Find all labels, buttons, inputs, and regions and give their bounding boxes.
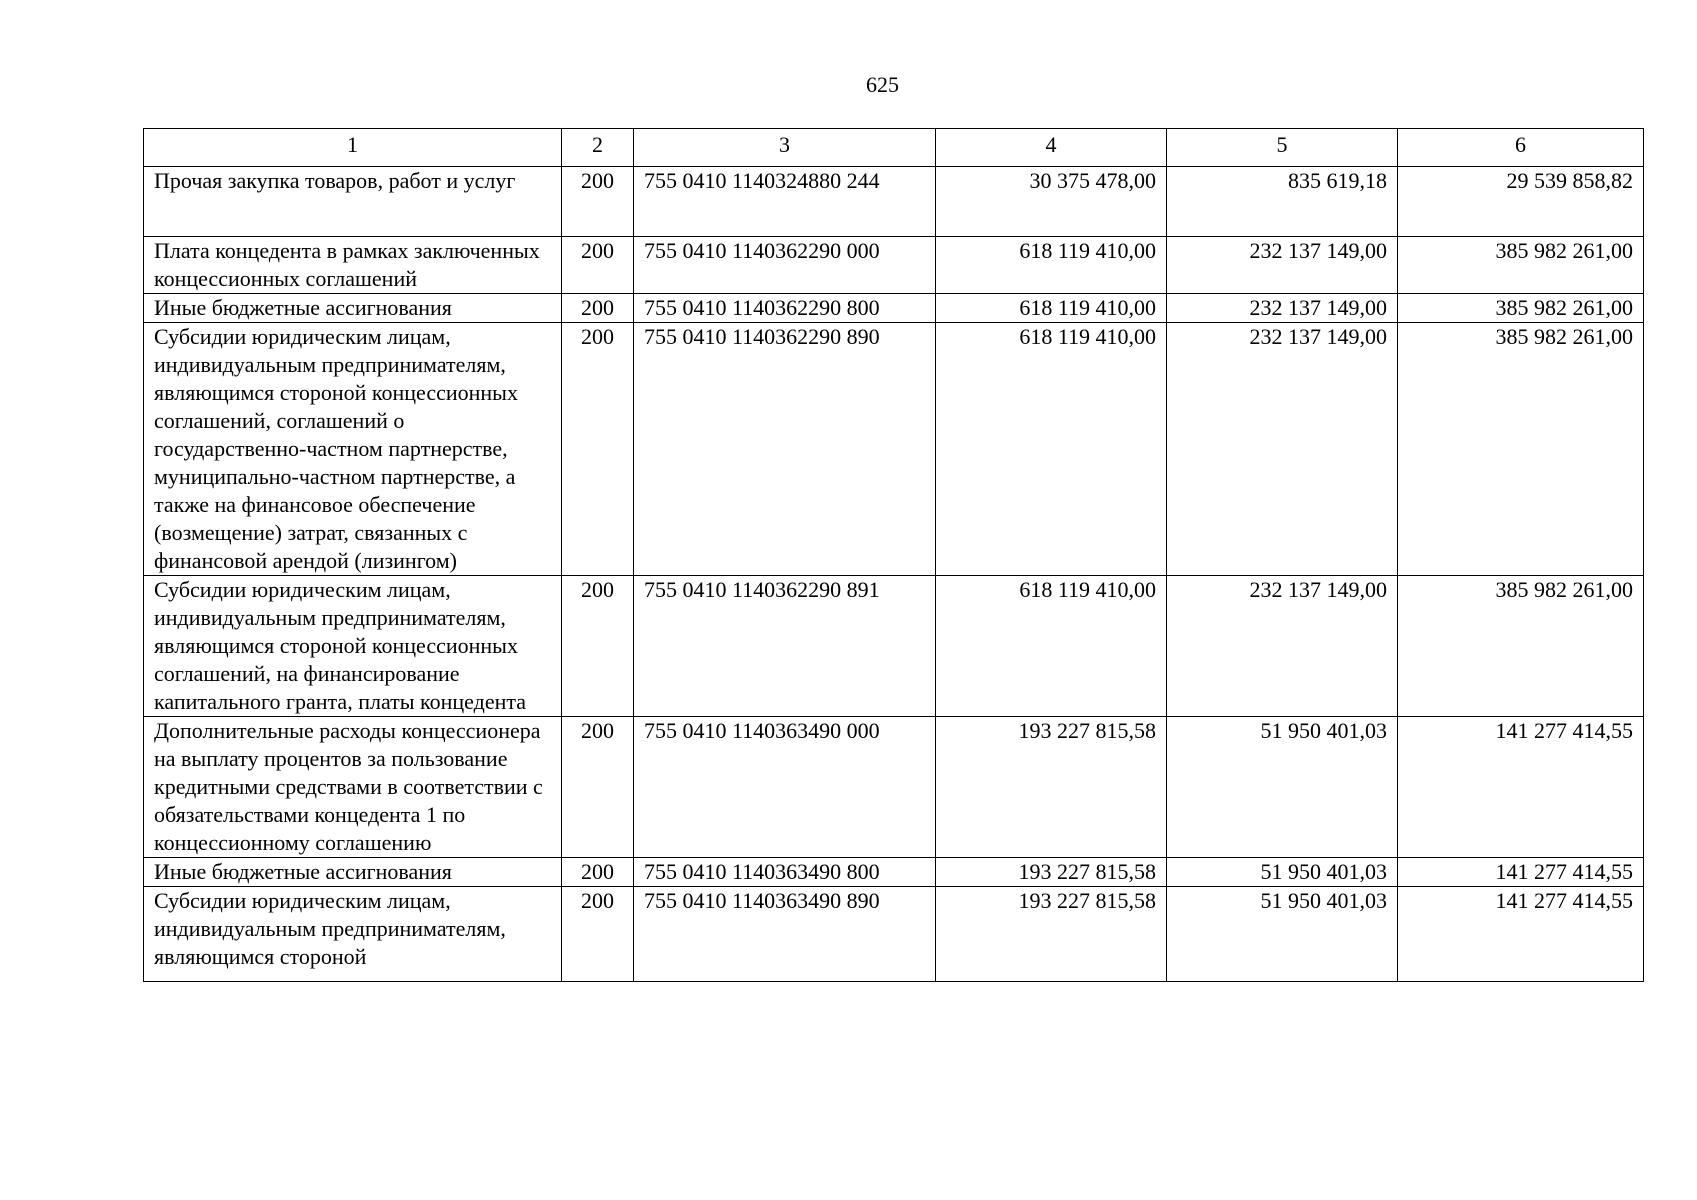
row-name: Субсидии юридическим лицам, индивидуальным предпринимателям, являющимся стороной концессионных соглашений, на финансирование капитального гранта, платы концедента	[144, 576, 562, 717]
table-header	[144, 129, 1644, 167]
table-row	[144, 576, 1644, 717]
page-number: 625	[866, 72, 899, 97]
row-code: 755 0410 1140363490 890	[634, 887, 936, 982]
header-col-3: 3	[634, 129, 936, 167]
row-col5: 232 137 149,00	[1167, 323, 1398, 576]
row-col4: 30 375 478,00	[936, 167, 1167, 237]
row-name: Плата концедента в рамках заключенных концессионных соглашений	[144, 237, 562, 294]
table-row	[144, 294, 1644, 323]
row-name: Иные бюджетные ассигнования	[144, 858, 562, 887]
row-col6: 141 277 414,55	[1398, 858, 1644, 887]
row-col6: 141 277 414,55	[1398, 887, 1644, 982]
row-code: 755 0410 1140362290 000	[634, 237, 936, 294]
row-group: 200	[562, 167, 634, 237]
row-col5: 232 137 149,00	[1167, 237, 1398, 294]
row-col6: 385 982 261,00	[1398, 237, 1644, 294]
table-row	[144, 323, 1644, 576]
row-col5: 51 950 401,03	[1167, 887, 1398, 982]
table-row	[144, 167, 1644, 237]
row-col6: 385 982 261,00	[1398, 576, 1644, 717]
row-col5: 232 137 149,00	[1167, 576, 1398, 717]
row-col4: 193 227 815,58	[936, 887, 1167, 982]
budget-table	[143, 128, 1644, 982]
row-name: Прочая закупка товаров, работ и услуг	[144, 167, 562, 237]
row-group: 200	[562, 576, 634, 717]
row-code: 755 0410 1140363490 000	[634, 717, 936, 858]
row-code: 755 0410 1140324880 244	[634, 167, 936, 237]
row-group: 200	[562, 294, 634, 323]
row-col5: 51 950 401,03	[1167, 858, 1398, 887]
row-name: Дополнительные расходы концессионера на выплату процентов за пользование кредитными средствами в соответствии с обязательствами концедента 1 по концессионному соглашению	[144, 717, 562, 858]
row-code: 755 0410 1140362290 891	[634, 576, 936, 717]
table-body	[144, 167, 1644, 982]
row-col5: 232 137 149,00	[1167, 294, 1398, 323]
row-col6: 29 539 858,82	[1398, 167, 1644, 237]
table-row	[144, 858, 1644, 887]
row-col6: 141 277 414,55	[1398, 717, 1644, 858]
table-row	[144, 237, 1644, 294]
row-code: 755 0410 1140362290 800	[634, 294, 936, 323]
header-col-4: 4	[936, 129, 1167, 167]
row-col4: 193 227 815,58	[936, 717, 1167, 858]
row-group: 200	[562, 887, 634, 982]
table-row	[144, 717, 1644, 858]
row-group: 200	[562, 237, 634, 294]
table-row	[144, 887, 1644, 982]
row-name: Субсидии юридическим лицам, индивидуальным предпринимателям, являющимся стороной концессионных соглашений, соглашений о государственно-частном партнерстве, муниципально-частном партнерстве, а также на финансовое обеспечение (возмещение) затрат, связанных с финансовой арендой (лизингом)	[144, 323, 562, 576]
row-col5: 51 950 401,03	[1167, 717, 1398, 858]
row-group: 200	[562, 717, 634, 858]
row-col4: 193 227 815,58	[936, 858, 1167, 887]
row-col4: 618 119 410,00	[936, 576, 1167, 717]
header-col-1: 1	[144, 129, 562, 167]
row-col5: 835 619,18	[1167, 167, 1398, 237]
row-code: 755 0410 1140363490 800	[634, 858, 936, 887]
row-col6: 385 982 261,00	[1398, 323, 1644, 576]
row-col6: 385 982 261,00	[1398, 294, 1644, 323]
row-col4: 618 119 410,00	[936, 237, 1167, 294]
header-col-5: 5	[1167, 129, 1398, 167]
row-col4: 618 119 410,00	[936, 323, 1167, 576]
row-name: Иные бюджетные ассигнования	[144, 294, 562, 323]
row-group: 200	[562, 323, 634, 576]
row-col4: 618 119 410,00	[936, 294, 1167, 323]
header-row	[144, 129, 1644, 167]
row-group: 200	[562, 858, 634, 887]
row-name: Субсидии юридическим лицам, индивидуальным предпринимателям, являющимся стороной	[144, 887, 562, 982]
header-col-2: 2	[562, 129, 634, 167]
header-col-6: 6	[1398, 129, 1644, 167]
row-code: 755 0410 1140362290 890	[634, 323, 936, 576]
